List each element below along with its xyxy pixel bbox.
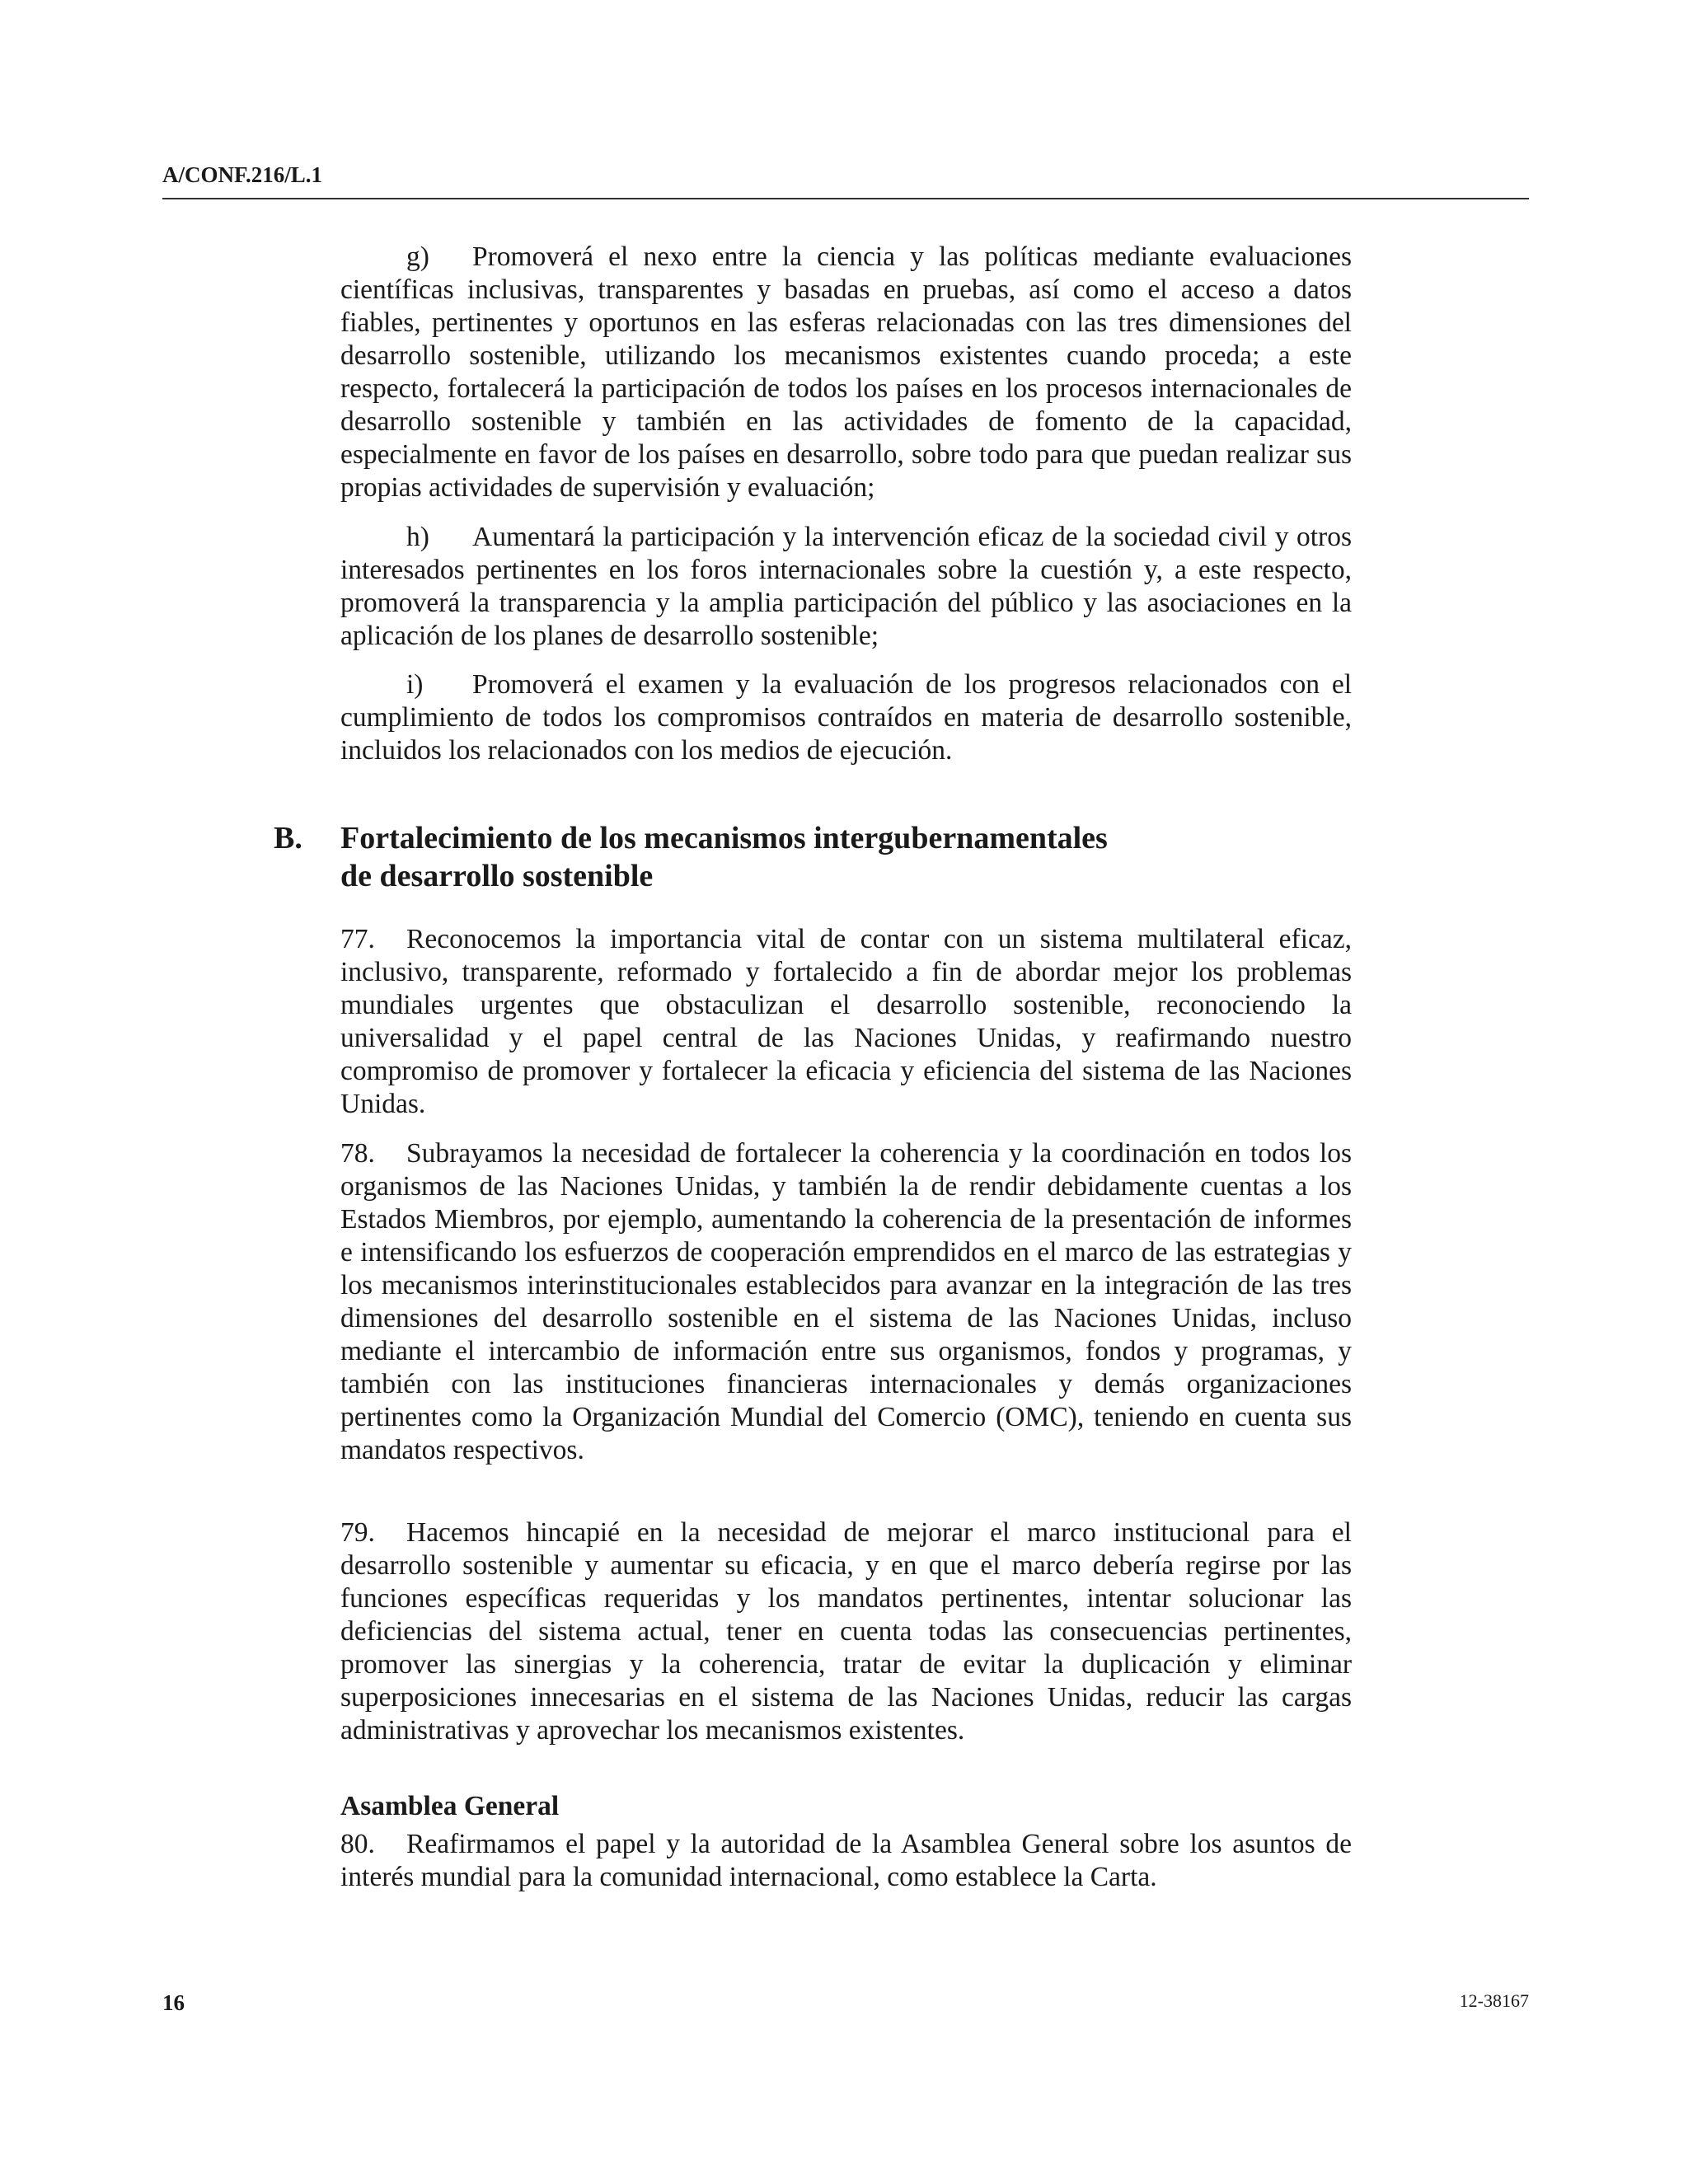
paragraph-i xyxy=(340,668,1352,767)
paragraph-number: 80. xyxy=(340,1829,375,1859)
paragraph-text: Subrayamos la necesidad de fortalecer la coherencia y la coordinación en todos los organismos de las Naciones Unidas, y también la de rendir debidamente cuentas a los Estados Miembros, por ejemplo, aumentando la coherencia de la presentación de informes e intensificando los esfuerzos de cooperación emprendidos en el marco de las estrategias y los mecanismos interinstitucionales establecidos para avanzar en la integración de las tres dimensiones del desarrollo sostenible en el sistema de las Naciones Unidas, incluso mediante el intercambio de información entre sus organismos, fondos y programas, y también con las instituciones financieras internacionales y demás organizaciones pertinentes como la Organización Mundial del Comercio (OMC), teniendo en cuenta sus mandatos respectivos. xyxy=(340,1138,1352,1465)
paragraph-label: i) xyxy=(406,669,424,700)
paragraph-h xyxy=(340,521,1352,653)
paragraph-g xyxy=(340,241,1352,504)
paragraph-77 xyxy=(340,923,1352,1121)
header-rule xyxy=(162,198,1529,199)
paragraph-text: Promoverá el examen y la evaluación de los progresos relacionados con el cumplimiento de todos los compromisos contraídos en materia de desarrollo sostenible, incluidos los relacionados con los medios de ejecución. xyxy=(340,669,1352,766)
paragraph-79 xyxy=(340,1516,1352,1747)
job-number: 12-38167 xyxy=(1459,1990,1529,2011)
paragraph-text: Aumentará la participación y la intervención eficaz de la sociedad civil y otros interesados pertinentes en los foros internacionales sobre la cuestión y, a este respecto, promoverá la transparencia y la amplia participación del público y las asociaciones en la aplicación de los planes de desarrollo sostenible; xyxy=(340,522,1352,651)
paragraph-label: h) xyxy=(406,522,429,552)
paragraph-label: g) xyxy=(406,241,429,272)
paragraph-text: Hacemos hincapié en la necesidad de mejorar el marco institucional para el desarrollo sostenible y aumentar su eficacia, y en que el marco debería regirse por las funciones específicas requeridas y los mandatos pertinentes, intentar solucionar las deficiencias del sistema actual, tener en cuenta todas las consecuencias pertinentes, promover las sinergias y la coherencia, tratar de evitar la duplicación y eliminar superposiciones innecesarias en el sistema de las Naciones Unidas, reducir las cargas administrativas y aprovechar los mecanismos existentes. xyxy=(340,1517,1352,1746)
paragraph-80 xyxy=(340,1828,1352,1894)
paragraph-78 xyxy=(340,1137,1352,1467)
section-title-line2: de desarrollo sostenible xyxy=(340,859,654,893)
paragraph-number: 79. xyxy=(340,1517,375,1548)
paragraph-text: Promoverá el nexo entre la ciencia y las políticas mediante evaluaciones científicas inclusivas, transparentes y basadas en pruebas, así como el acceso a datos fiables, pertinentes y oportunos en las esferas relacionadas con las tres dimensiones del desarrollo sostenible, utilizando los mecanismos existentes cuando proceda; a este respecto, fortalecerá la participación de todos los países en los procesos internacionales de desarrollo sostenible y también en las actividades de fomento de la capacidad, especialmente en favor de los países en desarrollo, sobre todo para que puedan realizar sus propias actividades de supervisión y evaluación; xyxy=(340,241,1352,503)
section-title-line1: Fortalecimiento de los mecanismos intergubernamentales xyxy=(340,821,1108,855)
paragraph-number: 77. xyxy=(340,924,375,954)
section-title xyxy=(340,819,1352,895)
paragraph-text: Reafirmamos el papel y la autoridad de la Asamblea General sobre los asuntos de interés mundial para la comunidad internacional, como establece la Carta. xyxy=(340,1829,1352,1892)
page-number: 16 xyxy=(162,1990,185,2015)
subheading-asamblea-general: Asamblea General xyxy=(340,1791,560,1821)
section-letter: B. xyxy=(274,821,302,855)
paragraph-number: 78. xyxy=(340,1138,375,1169)
paragraph-text: Reconocemos la importancia vital de contar con un sistema multilateral eficaz, inclusivo, transparente, reformado y fortalecido a fin de abordar mejor los problemas mundiales urgentes que obstaculizan el desarrollo sostenible, reconociendo la universalidad y el papel central de las Naciones Unidas, y reafirmando nuestro compromiso de promover y fortalecer la eficacia y eficiencia del sistema de las Naciones Unidas. xyxy=(340,924,1352,1119)
document-symbol: A/CONF.216/L.1 xyxy=(162,162,323,187)
